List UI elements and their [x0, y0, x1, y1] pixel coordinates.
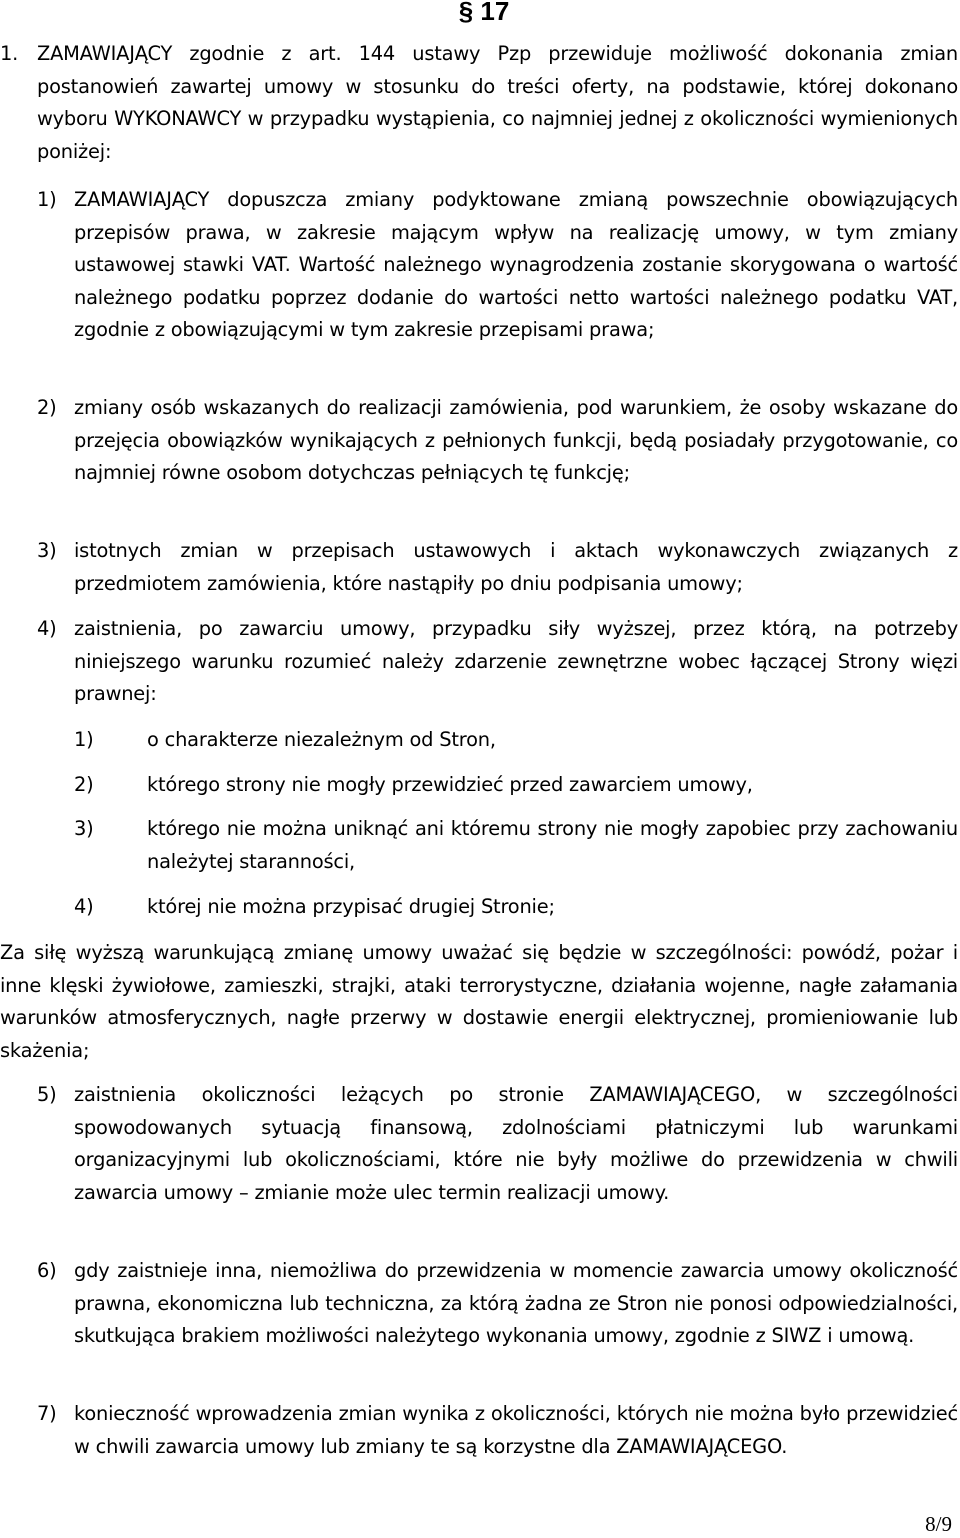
clause-number: 1. [0, 42, 19, 65]
list-item-number: 3) [37, 539, 57, 562]
list-item-text: zmiany osób wskazanych do realizacji zamówienia, pod warunkiem, że osoby wskazane do przejęcia obowiązków wynikających z pełnionych funkcji, będą posiadały przygotowanie, co najmniej równe osobom dotychczas pełniących tę funkcję; [74, 396, 958, 485]
sub-list-item-number: 3) [74, 817, 94, 840]
sub-list-item-text: której nie można przypisać drugiej Stronie; [147, 895, 555, 918]
list-item [37, 1398, 958, 1463]
sub-list-item-text: którego strony nie mogły przewidzieć przed zawarciem umowy, [147, 773, 753, 796]
list-item-number: 4) [37, 617, 57, 640]
sub-list-item-number: 1) [74, 728, 94, 751]
list-item-text: konieczność wprowadzenia zmian wynika z okoliczności, których nie można było przewidzieć w chwili zawarcia umowy lub zmiany te są korzystne dla ZAMAWIAJĄCEGO. [74, 1402, 958, 1458]
list-item-number: 6) [37, 1259, 57, 1282]
sub-list-item-number: 2) [74, 773, 94, 796]
sub-list-item-text: o charakterze niezależnym od Stron, [147, 728, 496, 751]
force-majeure-paragraph: Za siłę wyższą warunkującą zmianę umowy uważać się będzie w szczególności: powódź, pożar i inne klęski żywiołowe, zamieszki, strajki, ataki terrorystyczne, działania wojenne, nagłe załamania warunków atmosferycznych, nagłe przerwy w dostawie energii elektrycznej, promieniowanie lub skażenia; [0, 941, 958, 1062]
sub-list-item [74, 813, 958, 878]
sub-list-item-text: którego nie można uniknąć ani któremu strony nie mogły zapobiec przy zachowaniu należytej staranności, [147, 817, 958, 873]
list-item-text: gdy zaistnieje inna, niemożliwa do przewidzenia w momencie zawarcia umowy okoliczność prawna, ekonomiczna lub techniczna, za którą żadna ze Stron nie ponosi odpowiedzialności, skutkująca brakiem możliwości należytego wykonania umowy, zgodnie z SIWZ i umową. [74, 1259, 958, 1348]
list-item [37, 1255, 958, 1353]
list-item-number: 7) [37, 1402, 57, 1425]
list-item-text: istotnych zmian w przepisach ustawowych i aktach wykonawczych związanych z przedmiotem zamówienia, które nastąpiły po dniu podpisania umowy; [74, 539, 958, 595]
sub-list-item [74, 769, 958, 802]
list-item-number: 2) [37, 396, 57, 419]
list-item-text: zaistnienia okoliczności leżących po stronie ZAMAWIAJĄCEGO, w szczególności spowodowanych sytuacją finansową, zdolnościami płatniczymi lub warunkami organizacyjnymi lub okolicznościami, które nie były możliwe do przewidzenia w chwili zawarcia umowy – zmianie może ulec termin realizacji umowy. [74, 1083, 958, 1204]
page-number: 8/9 [925, 1512, 952, 1536]
list-item [37, 392, 958, 490]
list-item-number: 1) [37, 188, 57, 211]
clause-text: ZAMAWIAJĄCY zgodnie z art. 144 ustawy Pzp przewiduje możliwość dokonania zmian postanowień zawartej umowy w stosunku do treści oferty, na podstawie, której dokonano wyboru WYKONAWCY w przypadku wystąpienia, co najmniej jednej z okoliczności wymienionych poniżej: [37, 42, 958, 163]
list-item [37, 184, 958, 347]
list-item [37, 1079, 958, 1209]
list-item-number: 5) [37, 1083, 57, 1106]
section-heading: § 17 [458, 0, 510, 26]
sub-list-item-number: 4) [74, 895, 94, 918]
list-item [37, 535, 958, 600]
sub-list-item [74, 891, 958, 924]
clause-1 [0, 38, 958, 168]
list-item-text: zaistnienia, po zawarciu umowy, przypadku siły wyższej, przez którą, na potrzeby niniejszego warunku rozumieć należy zdarzenie zewnętrzne wobec łączącej Strony więzi prawnej: [74, 617, 958, 706]
list-item [37, 613, 958, 711]
sub-list-item [74, 724, 958, 757]
list-item-text: ZAMAWIAJĄCY dopuszcza zmiany podyktowane zmianą powszechnie obowiązujących przepisów prawa, w zakresie mającym wpływ na realizację umowy, w tym zmiany ustawowej stawki VAT. Wartość należnego wynagrodzenia zostanie skorygowana o wartość należnego podatku poprzez dodanie do wartości netto wartości należnego podatku VAT, zgodnie z obowiązującymi w tym zakresie przepisami prawa; [74, 188, 958, 342]
